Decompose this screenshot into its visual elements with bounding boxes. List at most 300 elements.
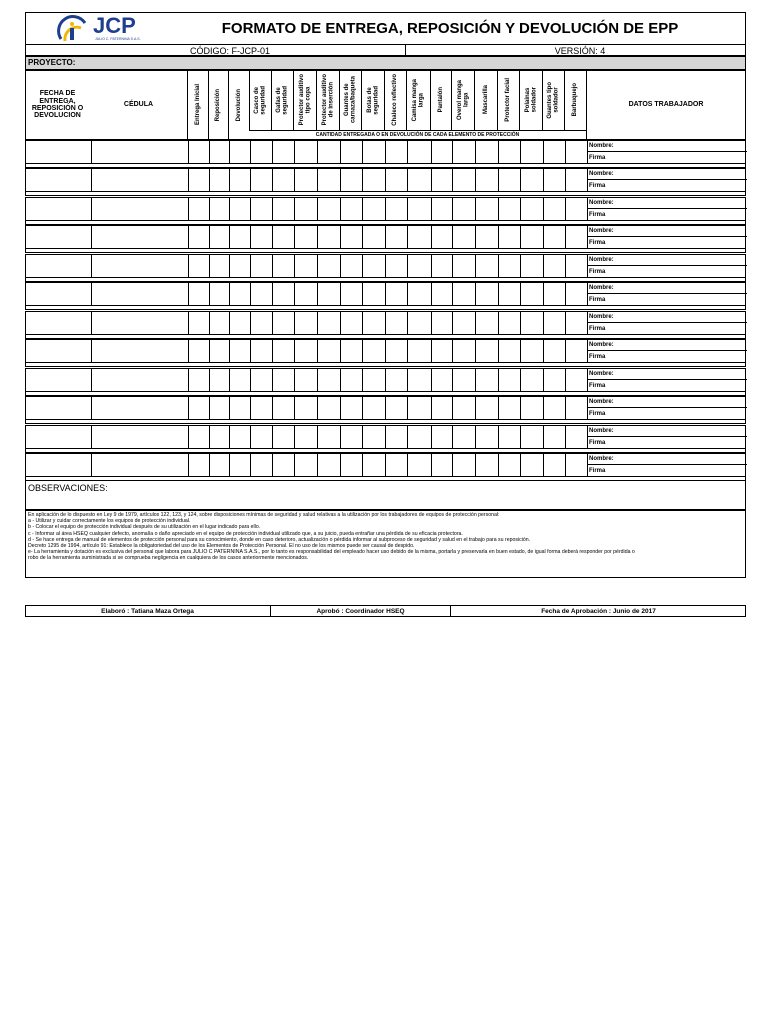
cell-quantity[interactable] — [498, 369, 520, 391]
table-row — [25, 453, 746, 477]
footer-approval-date: Fecha de Aprobación : Junio de 2017 — [541, 607, 656, 615]
cell-quantity[interactable] — [543, 226, 565, 248]
table-row — [25, 311, 746, 335]
cell-quantity[interactable] — [431, 454, 452, 476]
cell-quantity[interactable] — [520, 141, 543, 163]
cell-date[interactable] — [26, 283, 91, 305]
cell-quantity[interactable] — [543, 426, 565, 448]
worker-name-field[interactable]: Nombre: — [587, 397, 747, 408]
cell-quantity[interactable] — [272, 226, 294, 248]
cell-quantity[interactable] — [188, 198, 209, 220]
cell-quantity[interactable] — [407, 283, 431, 305]
cell-quantity[interactable] — [543, 340, 565, 362]
cell-quantity[interactable] — [250, 141, 272, 163]
col-element-header: Chaleco reflectivo — [384, 70, 406, 130]
cell-quantity[interactable] — [294, 397, 317, 419]
legal-notes — [25, 510, 746, 578]
cell-quantity[interactable] — [565, 340, 587, 362]
cell-quantity[interactable] — [520, 340, 543, 362]
form-title: FORMATO DE ENTREGA, REPOSICIÓN Y DEVOLUCIÓN DE EPP — [221, 20, 679, 37]
cell-quantity[interactable] — [250, 169, 272, 191]
cell-quantity[interactable] — [407, 454, 431, 476]
cell-quantity[interactable] — [188, 454, 209, 476]
cell-quantity[interactable] — [565, 255, 587, 277]
cell-id[interactable] — [91, 141, 188, 163]
col-element-header: Guantes de carnaza/baqueta — [339, 70, 361, 130]
cell-quantity[interactable] — [250, 312, 272, 334]
worker-signature-field[interactable]: Firma — [589, 410, 606, 417]
cell-quantity[interactable] — [520, 226, 543, 248]
cell-quantity[interactable] — [452, 426, 475, 448]
cell-quantity[interactable] — [385, 169, 407, 191]
footer-made-by: Elaboró : Tatiana Maza Ortega — [25, 605, 271, 617]
cell-quantity[interactable] — [407, 397, 431, 419]
worker-signature-field[interactable]: Firma — [589, 467, 606, 474]
worker-signature-field[interactable]: Firma — [589, 353, 606, 360]
cell-quantity[interactable] — [520, 283, 543, 305]
cell-quantity[interactable] — [407, 198, 431, 220]
cell-quantity[interactable] — [520, 198, 543, 220]
cell-quantity[interactable] — [362, 198, 385, 220]
cell-quantity[interactable] — [317, 255, 340, 277]
cell-quantity[interactable] — [272, 141, 294, 163]
cell-quantity[interactable] — [294, 198, 317, 220]
cell-quantity[interactable] — [294, 426, 317, 448]
cell-quantity[interactable] — [520, 312, 543, 334]
cell-quantity[interactable] — [407, 255, 431, 277]
cell-quantity[interactable] — [209, 340, 229, 362]
cell-quantity[interactable] — [317, 141, 340, 163]
cell-quantity[interactable] — [229, 454, 250, 476]
cell-quantity[interactable] — [362, 255, 385, 277]
cell-date[interactable] — [26, 312, 91, 334]
cell-quantity[interactable] — [475, 340, 498, 362]
cell-quantity[interactable] — [452, 283, 475, 305]
cell-quantity[interactable] — [431, 198, 452, 220]
cell-id[interactable] — [91, 426, 188, 448]
cell-quantity[interactable] — [543, 198, 565, 220]
cell-quantity[interactable] — [250, 426, 272, 448]
cell-quantity[interactable] — [317, 226, 340, 248]
cell-quantity[interactable] — [317, 397, 340, 419]
cell-date[interactable] — [26, 198, 91, 220]
worker-name-field[interactable]: Nombre: — [587, 226, 747, 237]
cell-quantity[interactable] — [565, 312, 587, 334]
cell-quantity[interactable] — [317, 312, 340, 334]
cell-date[interactable] — [26, 369, 91, 391]
cell-quantity[interactable] — [188, 255, 209, 277]
cell-quantity[interactable] — [498, 312, 520, 334]
cell-id[interactable] — [91, 340, 188, 362]
cell-quantity[interactable] — [543, 397, 565, 419]
cell-quantity[interactable] — [362, 141, 385, 163]
col-element-header: Botas de seguridad — [361, 70, 384, 130]
cell-quantity[interactable] — [229, 283, 250, 305]
cell-quantity[interactable] — [407, 169, 431, 191]
col-element-header: Mascarilla — [474, 70, 497, 130]
cell-quantity[interactable] — [188, 397, 209, 419]
cell-quantity[interactable] — [475, 283, 498, 305]
cell-quantity[interactable] — [520, 426, 543, 448]
cell-quantity[interactable] — [431, 141, 452, 163]
project-row — [25, 56, 746, 70]
cell-quantity[interactable] — [209, 198, 229, 220]
company-logo — [55, 13, 155, 44]
cell-quantity[interactable] — [362, 283, 385, 305]
cell-quantity[interactable] — [431, 397, 452, 419]
logo-text: JCP — [93, 13, 136, 38]
cell-quantity[interactable] — [209, 369, 229, 391]
cell-quantity[interactable] — [250, 340, 272, 362]
cell-quantity[interactable] — [188, 169, 209, 191]
cell-quantity[interactable] — [565, 369, 587, 391]
cell-quantity[interactable] — [452, 169, 475, 191]
cell-quantity[interactable] — [498, 397, 520, 419]
cell-quantity[interactable] — [294, 255, 317, 277]
cell-quantity[interactable] — [565, 226, 587, 248]
cell-quantity[interactable] — [452, 340, 475, 362]
cell-quantity[interactable] — [452, 454, 475, 476]
cell-quantity[interactable] — [229, 369, 250, 391]
cell-quantity[interactable] — [209, 312, 229, 334]
cell-quantity[interactable] — [407, 226, 431, 248]
cell-quantity[interactable] — [362, 397, 385, 419]
cell-quantity[interactable] — [520, 169, 543, 191]
cell-quantity[interactable] — [543, 369, 565, 391]
cell-quantity[interactable] — [498, 426, 520, 448]
cell-quantity[interactable] — [565, 426, 587, 448]
cell-quantity[interactable] — [340, 426, 362, 448]
cell-quantity[interactable] — [431, 312, 452, 334]
cell-quantity[interactable] — [229, 340, 250, 362]
cell-quantity[interactable] — [340, 169, 362, 191]
worker-name-field[interactable]: Nombre: — [587, 198, 747, 209]
table-row — [25, 425, 746, 449]
cell-quantity[interactable] — [543, 454, 565, 476]
cell-quantity[interactable] — [188, 426, 209, 448]
cell-quantity[interactable] — [340, 255, 362, 277]
worker-name-field[interactable]: Nombre: — [587, 340, 747, 351]
cell-quantity[interactable] — [317, 169, 340, 191]
observations-box — [25, 480, 746, 510]
cell-quantity[interactable] — [294, 169, 317, 191]
cell-quantity[interactable] — [452, 312, 475, 334]
cell-quantity[interactable] — [294, 283, 317, 305]
cell-quantity[interactable] — [475, 169, 498, 191]
cell-quantity[interactable] — [498, 141, 520, 163]
cell-quantity[interactable] — [294, 141, 317, 163]
cell-quantity[interactable] — [317, 369, 340, 391]
cell-quantity[interactable] — [272, 169, 294, 191]
cell-quantity[interactable] — [475, 426, 498, 448]
cell-id[interactable] — [91, 397, 188, 419]
worker-signature-field[interactable]: Firma — [589, 382, 606, 389]
cell-quantity[interactable] — [407, 340, 431, 362]
worker-name-field[interactable]: Nombre: — [587, 283, 747, 294]
cell-quantity[interactable] — [209, 283, 229, 305]
table-row — [25, 254, 746, 278]
cell-quantity[interactable] — [543, 141, 565, 163]
cell-quantity[interactable] — [340, 198, 362, 220]
cell-quantity[interactable] — [565, 198, 587, 220]
cell-quantity[interactable] — [431, 226, 452, 248]
project-label: PROYECTO: — [28, 58, 76, 67]
cell-quantity[interactable] — [520, 369, 543, 391]
cell-quantity[interactable] — [362, 426, 385, 448]
cell-quantity[interactable] — [317, 198, 340, 220]
cell-quantity[interactable] — [188, 312, 209, 334]
cell-quantity[interactable] — [385, 397, 407, 419]
cell-quantity[interactable] — [385, 340, 407, 362]
cell-quantity[interactable] — [229, 169, 250, 191]
cell-quantity[interactable] — [565, 283, 587, 305]
cell-quantity[interactable] — [498, 255, 520, 277]
cell-quantity[interactable] — [498, 283, 520, 305]
cell-quantity[interactable] — [362, 454, 385, 476]
cell-quantity[interactable] — [340, 454, 362, 476]
cell-quantity[interactable] — [250, 255, 272, 277]
cell-quantity[interactable] — [209, 226, 229, 248]
worker-signature-field[interactable]: Firma — [589, 268, 606, 275]
cell-quantity[interactable] — [294, 340, 317, 362]
cell-quantity[interactable] — [431, 369, 452, 391]
cell-quantity[interactable] — [362, 340, 385, 362]
cell-quantity[interactable] — [229, 312, 250, 334]
table-row — [25, 168, 746, 192]
col-movement-header: Devolución — [228, 70, 249, 140]
cell-quantity[interactable] — [475, 369, 498, 391]
worker-signature-field[interactable]: Firma — [589, 439, 606, 446]
worker-name-field[interactable]: Nombre: — [587, 312, 747, 323]
note-line: En aplicación de lo dispuesto en Ley 9 de 1979, artículos 122, 123, y 124, sobre disposiciones mínimas de seguridad y salud relativas a la utilización por los trabajadores de equipos de protección personal: — [28, 512, 500, 518]
cell-quantity[interactable] — [565, 454, 587, 476]
cell-id[interactable] — [91, 255, 188, 277]
cell-quantity[interactable] — [475, 454, 498, 476]
cell-quantity[interactable] — [543, 255, 565, 277]
cell-quantity[interactable] — [520, 255, 543, 277]
col-element-header: Overol manga larga — [451, 70, 474, 130]
cell-quantity[interactable] — [407, 369, 431, 391]
cell-quantity[interactable] — [407, 312, 431, 334]
col-element-header: Gafas de seguridad — [271, 70, 293, 130]
cell-quantity[interactable] — [229, 226, 250, 248]
cell-quantity[interactable] — [229, 255, 250, 277]
note-line: a - Utilizar y cuidar correctamente los equipos de protección individual. — [28, 518, 191, 525]
footer-approved-by: Aprobó : Coordinador HSEQ — [271, 605, 451, 617]
cell-quantity[interactable] — [452, 141, 475, 163]
cell-quantity[interactable] — [475, 226, 498, 248]
table-row — [25, 396, 746, 420]
cell-quantity[interactable] — [431, 426, 452, 448]
worker-name-field[interactable]: Nombre: — [587, 141, 747, 152]
cell-date[interactable] — [26, 226, 91, 248]
cell-quantity[interactable] — [452, 397, 475, 419]
cell-quantity[interactable] — [209, 255, 229, 277]
cell-quantity[interactable] — [385, 312, 407, 334]
cell-id[interactable] — [91, 169, 188, 191]
note-line: c - Informar al área HSEQ cualquier defecto, anomalía o daño apreciado en el equipo de protección individual utilizado que, a su juicio, pueda entrañar una pérdida de su eficacia protectora. — [28, 530, 463, 537]
cell-date[interactable] — [26, 169, 91, 191]
cell-date[interactable] — [26, 454, 91, 476]
cell-quantity[interactable] — [250, 454, 272, 476]
cell-id[interactable] — [91, 283, 188, 305]
cell-quantity[interactable] — [188, 226, 209, 248]
cell-quantity[interactable] — [431, 340, 452, 362]
cell-quantity[interactable] — [498, 198, 520, 220]
cell-quantity[interactable] — [272, 397, 294, 419]
cell-date[interactable] — [26, 426, 91, 448]
cell-quantity[interactable] — [520, 397, 543, 419]
cell-quantity[interactable] — [188, 283, 209, 305]
worker-name-field[interactable]: Nombre: — [587, 426, 747, 437]
cell-quantity[interactable] — [498, 169, 520, 191]
cell-quantity[interactable] — [565, 169, 587, 191]
cell-quantity[interactable] — [431, 283, 452, 305]
worker-signature-field[interactable]: Firma — [589, 211, 606, 218]
cell-quantity[interactable] — [362, 169, 385, 191]
col-element-header: Polainas soldador — [519, 70, 542, 130]
cell-quantity[interactable] — [188, 141, 209, 163]
cell-quantity[interactable] — [272, 369, 294, 391]
cell-quantity[interactable] — [272, 426, 294, 448]
col-id-header: CÉDULA — [123, 101, 154, 109]
cell-quantity[interactable] — [317, 283, 340, 305]
cell-quantity[interactable] — [272, 454, 294, 476]
cell-quantity[interactable] — [452, 226, 475, 248]
cell-quantity[interactable] — [362, 226, 385, 248]
quantity-note: CANTIDAD ENTREGADA O EN DEVOLUCIÓN DE CADA ELEMENTO DE PROTECCIÓN — [249, 130, 586, 139]
cell-quantity[interactable] — [565, 397, 587, 419]
cell-quantity[interactable] — [250, 397, 272, 419]
cell-quantity[interactable] — [452, 369, 475, 391]
cell-quantity[interactable] — [272, 255, 294, 277]
cell-quantity[interactable] — [340, 226, 362, 248]
cell-quantity[interactable] — [385, 369, 407, 391]
cell-id[interactable] — [91, 312, 188, 334]
cell-quantity[interactable] — [431, 169, 452, 191]
cell-quantity[interactable] — [475, 312, 498, 334]
worker-signature-field[interactable]: Firma — [589, 239, 606, 246]
cell-quantity[interactable] — [475, 397, 498, 419]
cell-quantity[interactable] — [229, 397, 250, 419]
cell-quantity[interactable] — [188, 340, 209, 362]
worker-signature-field[interactable]: Firma — [589, 325, 606, 332]
cell-quantity[interactable] — [229, 198, 250, 220]
cell-quantity[interactable] — [385, 141, 407, 163]
cell-quantity[interactable] — [475, 255, 498, 277]
cell-id[interactable] — [91, 369, 188, 391]
cell-quantity[interactable] — [340, 397, 362, 419]
cell-quantity[interactable] — [317, 340, 340, 362]
cell-quantity[interactable] — [272, 198, 294, 220]
col-element-header: Guantes tipo soldador — [542, 70, 564, 130]
worker-name-field[interactable]: Nombre: — [587, 454, 747, 465]
cell-quantity[interactable] — [452, 255, 475, 277]
note-line: b - Colocar el equipo de protección individual después de su utilización en el lugar indicado para ello. — [28, 524, 261, 531]
worker-name-field[interactable]: Nombre: — [587, 369, 747, 380]
cell-quantity[interactable] — [385, 426, 407, 448]
cell-quantity[interactable] — [188, 369, 209, 391]
cell-quantity[interactable] — [385, 198, 407, 220]
cell-quantity[interactable] — [294, 369, 317, 391]
cell-id[interactable] — [91, 226, 188, 248]
cell-quantity[interactable] — [385, 255, 407, 277]
worker-name-field[interactable]: Nombre: — [587, 169, 747, 180]
cell-quantity[interactable] — [475, 141, 498, 163]
worker-signature-field[interactable]: Firma — [589, 182, 606, 189]
cell-quantity[interactable] — [272, 283, 294, 305]
col-movement-header: Reposición — [208, 70, 228, 140]
cell-quantity[interactable] — [294, 226, 317, 248]
cell-quantity[interactable] — [543, 169, 565, 191]
cell-quantity[interactable] — [229, 426, 250, 448]
worker-name-field[interactable]: Nombre: — [587, 255, 747, 266]
cell-quantity[interactable] — [209, 141, 229, 163]
cell-quantity[interactable] — [385, 283, 407, 305]
cell-quantity[interactable] — [498, 454, 520, 476]
cell-quantity[interactable] — [452, 198, 475, 220]
cell-quantity[interactable] — [385, 226, 407, 248]
worker-signature-field[interactable]: Firma — [589, 154, 606, 161]
cell-quantity[interactable] — [209, 426, 229, 448]
cell-quantity[interactable] — [317, 454, 340, 476]
cell-quantity[interactable] — [250, 226, 272, 248]
cell-quantity[interactable] — [431, 255, 452, 277]
cell-id[interactable] — [91, 198, 188, 220]
cell-quantity[interactable] — [250, 283, 272, 305]
cell-quantity[interactable] — [340, 312, 362, 334]
cell-quantity[interactable] — [362, 312, 385, 334]
cell-quantity[interactable] — [250, 369, 272, 391]
row-separator — [25, 249, 746, 253]
cell-quantity[interactable] — [340, 141, 362, 163]
cell-quantity[interactable] — [498, 226, 520, 248]
cell-quantity[interactable] — [209, 397, 229, 419]
cell-quantity[interactable] — [385, 454, 407, 476]
cell-quantity[interactable] — [543, 283, 565, 305]
cell-quantity[interactable] — [209, 169, 229, 191]
note-line: e- La herramienta y dotación es exclusiva del personal que labora para JULIO C PATERNINA S.A.S., por lo tanto es responsabilidad del empleado hacer uso debido de la misma, portarla y preservarla en buen estado, de igual forma deberá responder por pérdida o — [28, 549, 635, 556]
cell-quantity[interactable] — [250, 198, 272, 220]
cell-id[interactable] — [91, 454, 188, 476]
cell-quantity[interactable] — [543, 312, 565, 334]
cell-quantity[interactable] — [229, 141, 250, 163]
cell-date[interactable] — [26, 141, 91, 163]
cell-quantity[interactable] — [294, 312, 317, 334]
cell-date[interactable] — [26, 340, 91, 362]
cell-quantity[interactable] — [340, 283, 362, 305]
cell-quantity[interactable] — [407, 426, 431, 448]
cell-quantity[interactable] — [294, 454, 317, 476]
cell-quantity[interactable] — [272, 312, 294, 334]
cell-quantity[interactable] — [340, 369, 362, 391]
cell-quantity[interactable] — [498, 340, 520, 362]
worker-signature-field[interactable]: Firma — [589, 296, 606, 303]
note-line: d - Se hace entrega de manual de elementos de protección personal para su conocimiento, donde en caso deterioro, actualización o pérdida informar al subproceso de seguridad y salud en el trabajo para su reposición. — [28, 536, 531, 543]
cell-quantity[interactable] — [520, 454, 543, 476]
form-code: CÓDIGO: F-JCP-01 — [189, 46, 270, 56]
cell-quantity[interactable] — [407, 141, 431, 163]
cell-date[interactable] — [26, 397, 91, 419]
cell-quantity[interactable] — [317, 426, 340, 448]
cell-quantity[interactable] — [475, 198, 498, 220]
cell-date[interactable] — [26, 255, 91, 277]
cell-quantity[interactable] — [362, 369, 385, 391]
cell-quantity[interactable] — [272, 340, 294, 362]
cell-quantity[interactable] — [340, 340, 362, 362]
cell-quantity[interactable] — [565, 141, 587, 163]
cell-quantity[interactable] — [209, 454, 229, 476]
